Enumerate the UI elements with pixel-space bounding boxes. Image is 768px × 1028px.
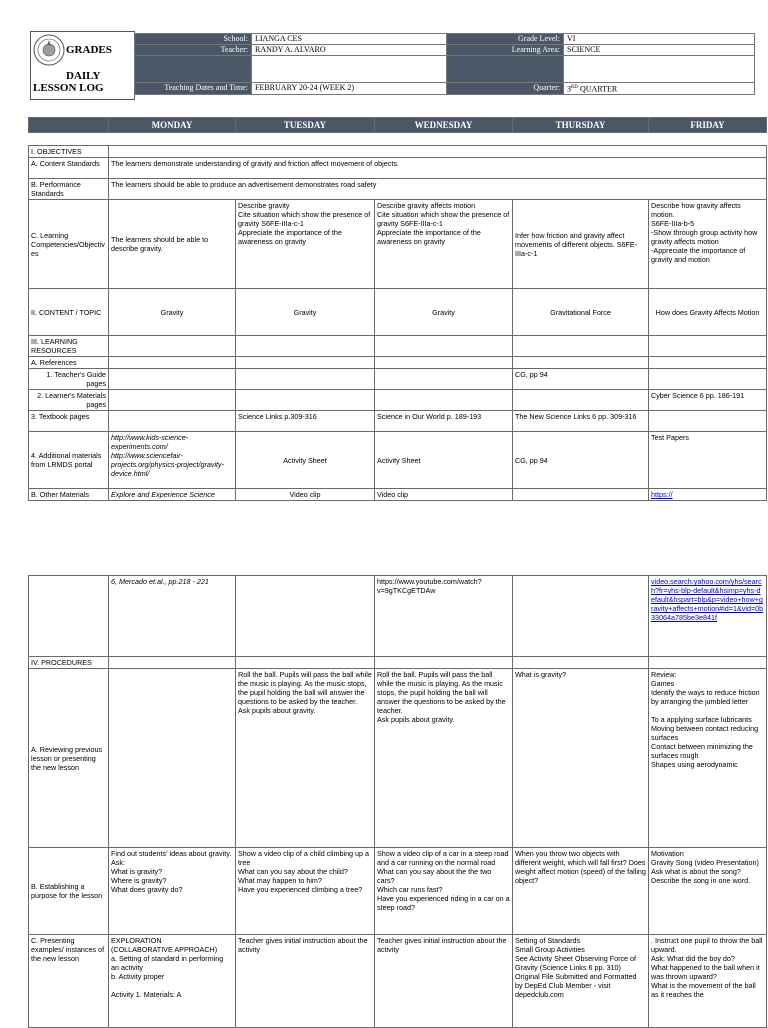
teacher-value: RANDY A. ALVARO: [252, 45, 447, 56]
topic-label: II. CONTENT / TOPIC: [29, 289, 109, 336]
cell-blank: [513, 336, 649, 357]
review-thursday: What is gravity?: [513, 669, 649, 848]
other-cont-thursday: [513, 576, 649, 657]
tg-label: 1. Teacher's Guide pages: [29, 369, 109, 390]
tb-friday: [649, 411, 767, 432]
tg-friday: [649, 369, 767, 390]
resources-label: III. LEARNING RESOURCES: [29, 336, 109, 357]
other-thursday: [513, 489, 649, 501]
lesson-log-table: [28, 117, 767, 501]
quarter-sup: RD: [571, 85, 578, 90]
present-wednesday: Teacher gives initial instruction about the activity: [375, 935, 513, 1028]
area-label: Learning Area:: [447, 45, 564, 56]
comp-tuesday: Describe gravity Cite situation which show the presence of gravity S6FE-IIIa-c-1 Appreciate the importance of the awareness on gravity: [236, 200, 375, 289]
other-friday-link[interactable]: https://: [649, 489, 767, 501]
comp-label: C. Learning Competencies/Objectives: [29, 200, 109, 289]
other-cont-label: [29, 576, 109, 657]
header-spacer: [447, 56, 564, 83]
dates-label: Teaching Dates and Time:: [135, 83, 252, 95]
review-friday: Review: Games Identify the ways to reduce friction by arranging the jumbled letter To a applying surface lubricants Moving between contact reducing surfaces Contact between minimizing the surfaces rough Shapes using aerodynamic: [649, 669, 767, 848]
add-friday: Test Papers: [649, 432, 767, 489]
spacer-row: [29, 133, 767, 146]
day-header-tuesday: TUESDAY: [236, 118, 375, 133]
comp-wednesday: Describe gravity affects motion Cite situation which show the presence of gravity S6FE-IIIa-c-1 Appreciate the importance of the awareness on gravity: [375, 200, 513, 289]
day-header-thursday: THURSDAY: [513, 118, 649, 133]
cell-blank: [513, 657, 649, 669]
tg-thursday: CG, pp 94: [513, 369, 649, 390]
cell-blank: [375, 357, 513, 369]
header-spacer: [135, 56, 252, 83]
school-value: LIANGA CES: [252, 34, 447, 45]
comp-monday: The learners should be able to describe gravity.: [109, 200, 236, 289]
comp-friday: Describe how gravity affects motion. S6FE-IIIa-b-5 -Show through group activity how gravity affects motion -Appreciate the importance of gravity and motion: [649, 200, 767, 289]
cell-blank: [375, 336, 513, 357]
lm-monday: [109, 390, 236, 411]
quarter-word: QUARTER: [577, 84, 618, 94]
topic-thursday: Gravitational Force: [513, 289, 649, 336]
cell-blank: [236, 657, 375, 669]
other-wednesday: Video clip: [375, 489, 513, 501]
perf-std-value: The learners should be able to produce an advertisement demonstrates road safety: [109, 179, 767, 200]
objectives-blank: [109, 146, 767, 158]
present-label: C. Presenting examples/ instances of the new lesson: [29, 935, 109, 1028]
present-friday: . Instruct one pupil to throw the ball upward. Ask: What did the boy do? What happened to the ball when it was thrown upward? What is the movement of the ball as it reaches the: [649, 935, 767, 1028]
title-grades: GRADES: [66, 44, 112, 56]
grade-label: Grade Level:: [447, 34, 564, 45]
other-cont-tuesday: [236, 576, 375, 657]
topic-friday: How does Gravity Affects Motion: [649, 289, 767, 336]
cell-blank: [236, 357, 375, 369]
add-tuesday: Activity Sheet: [236, 432, 375, 489]
other-cont-wednesday: https://www.youtube.com/watch?v=9gTKCgETDAw: [375, 576, 513, 657]
content-std-label: A. Content Standards: [29, 158, 109, 179]
grade-value: VI: [564, 34, 755, 45]
title-daily: DAILY: [66, 70, 101, 82]
present-thursday: Setting of Standards Small Group Activities See Activity Sheet Observing Force of Gravity (Science Links 6 pp. 310) Original File Submitted and Formatted by DepEd Club Member - visit depedclub.com: [513, 935, 649, 1028]
lm-thursday: [513, 390, 649, 411]
other-label: B. Other Materials: [29, 489, 109, 501]
tb-monday: [109, 411, 236, 432]
cell-blank: [236, 336, 375, 357]
objectives-label: I. OBJECTIVES: [29, 146, 109, 158]
area-value: SCIENCE: [564, 45, 755, 56]
comp-thursday: Infer how friction and gravity affect movements of different objects. S6FE-IIIa-c-1: [513, 200, 649, 289]
lm-label: 2. Learner's Materials pages: [29, 390, 109, 411]
purpose-friday: Motivation Gravity Song (video Presentation) Ask what is about the song? Describe the song in one word.: [649, 848, 767, 935]
day-header-blank: [29, 118, 109, 133]
cell-blank: [649, 657, 767, 669]
cell-blank: [375, 657, 513, 669]
lm-friday: Cyber Science 6 pp. 186-191: [649, 390, 767, 411]
day-header-friday: FRIDAY: [649, 118, 767, 133]
review-tuesday: Roll the ball. Pupils will pass the ball while the music is playing. As the music stops, the pupil holding the ball will answer the questions to be asked by the teacher. Ask pupils about gravity.: [236, 669, 375, 848]
content-std-value: The learners demonstrate understanding of gravity and friction affect movement of objects.: [109, 158, 767, 179]
cell-blank: [109, 357, 236, 369]
dates-value: FEBRUARY 20-24 (WEEK 2): [252, 83, 447, 95]
teacher-label: Teacher:: [135, 45, 252, 56]
cell-blank: [109, 336, 236, 357]
other-monday: Explore and Experience Science: [109, 489, 236, 501]
cell-blank: [513, 357, 649, 369]
quarter-num: 3: [567, 84, 571, 94]
tg-monday: [109, 369, 236, 390]
purpose-label: B. Establishing a purpose for the lesson: [29, 848, 109, 935]
title-lesson-log: LESSON LOG: [33, 82, 104, 94]
review-label: A. Reviewing previous lesson or presenting the new lesson: [29, 669, 109, 848]
tb-label: 3. Textbook pages: [29, 411, 109, 432]
tb-wednesday: Science in Our World p. 189-193: [375, 411, 513, 432]
present-tuesday: Teacher gives initial instruction about the activity: [236, 935, 375, 1028]
tg-wednesday: [375, 369, 513, 390]
day-header-monday: MONDAY: [109, 118, 236, 133]
cell-blank: [649, 357, 767, 369]
tg-tuesday: [236, 369, 375, 390]
other-cont-friday-link[interactable]: video.search.yahoo.com/yhs/search?fr=yhs-blp-default&hsimp=yhs-default&hspart=blp&p=video+how+gravity+affects+motion#id=1&vid=0b33064a785be3e841f: [649, 576, 767, 657]
school-label: School:: [135, 34, 252, 45]
proc-label: IV. PROCEDURES: [29, 657, 109, 669]
references-label: A. References: [29, 357, 109, 369]
add-label: 4. Additional materials from LRMDS portal: [29, 432, 109, 489]
purpose-monday: Find out students' ideas about gravity. Ask: What is gravity? Where is gravity? What does gravity do?: [109, 848, 236, 935]
other-tuesday: Video clip: [236, 489, 375, 501]
add-monday: http://www.kids-science-experiments.com/ http://www.sciencefair-projects.org/physics-project/gravity-device.html/: [109, 432, 236, 489]
quarter-value: [564, 83, 755, 95]
present-monday: EXPLORATION (COLLABORATIVE APPROACH) a. Setting of standard in performing an activity b. Activity proper Activity 1. Materials: A: [109, 935, 236, 1028]
topic-wednesday: Gravity: [375, 289, 513, 336]
day-header-wednesday: WEDNESDAY: [375, 118, 513, 133]
add-thursday: CG, pp 94: [513, 432, 649, 489]
lesson-log-table-continued: [28, 575, 767, 1028]
header-spacer: [252, 56, 447, 83]
topic-tuesday: Gravity: [236, 289, 375, 336]
purpose-wednesday: Show a video clip of a car in a steep road and a car running on the normal road What can you say about the the two cars? Which car runs fast? Have you experienced riding in a car on a steep road?: [375, 848, 513, 935]
cell-blank: [649, 336, 767, 357]
quarter-label: Quarter:: [447, 83, 564, 95]
review-wednesday: Roll the ball. Pupils will pass the ball while the music is playing. As the music stops, the pupil holding the ball will answer the questions to be asked by the teacher. Ask pupils about gravity.: [375, 669, 513, 848]
tb-thursday: The New Science Links 6 pp. 309-316: [513, 411, 649, 432]
review-monday: [109, 669, 236, 848]
header-info-table: [134, 33, 755, 95]
cell-blank: [109, 657, 236, 669]
tb-tuesday: Science Links p.309-316: [236, 411, 375, 432]
purpose-thursday: When you throw two objects with different weight, which will fall first? Does weight affect motion (speed) of the falling object?: [513, 848, 649, 935]
topic-monday: Gravity: [109, 289, 236, 336]
lm-tuesday: [236, 390, 375, 411]
add-wednesday: Activity Sheet: [375, 432, 513, 489]
lm-wednesday: [375, 390, 513, 411]
perf-std-label: B. Performance Standards: [29, 179, 109, 200]
header-spacer: [564, 56, 755, 83]
purpose-tuesday: Show a video clip of a child climbing up a tree What can you say about the child? What may happen to him? Have you experienced climbing a tree?: [236, 848, 375, 935]
other-cont-monday: 6, Mercado et.al., pp.218 - 221: [109, 576, 236, 657]
deped-seal-icon: [33, 34, 65, 66]
